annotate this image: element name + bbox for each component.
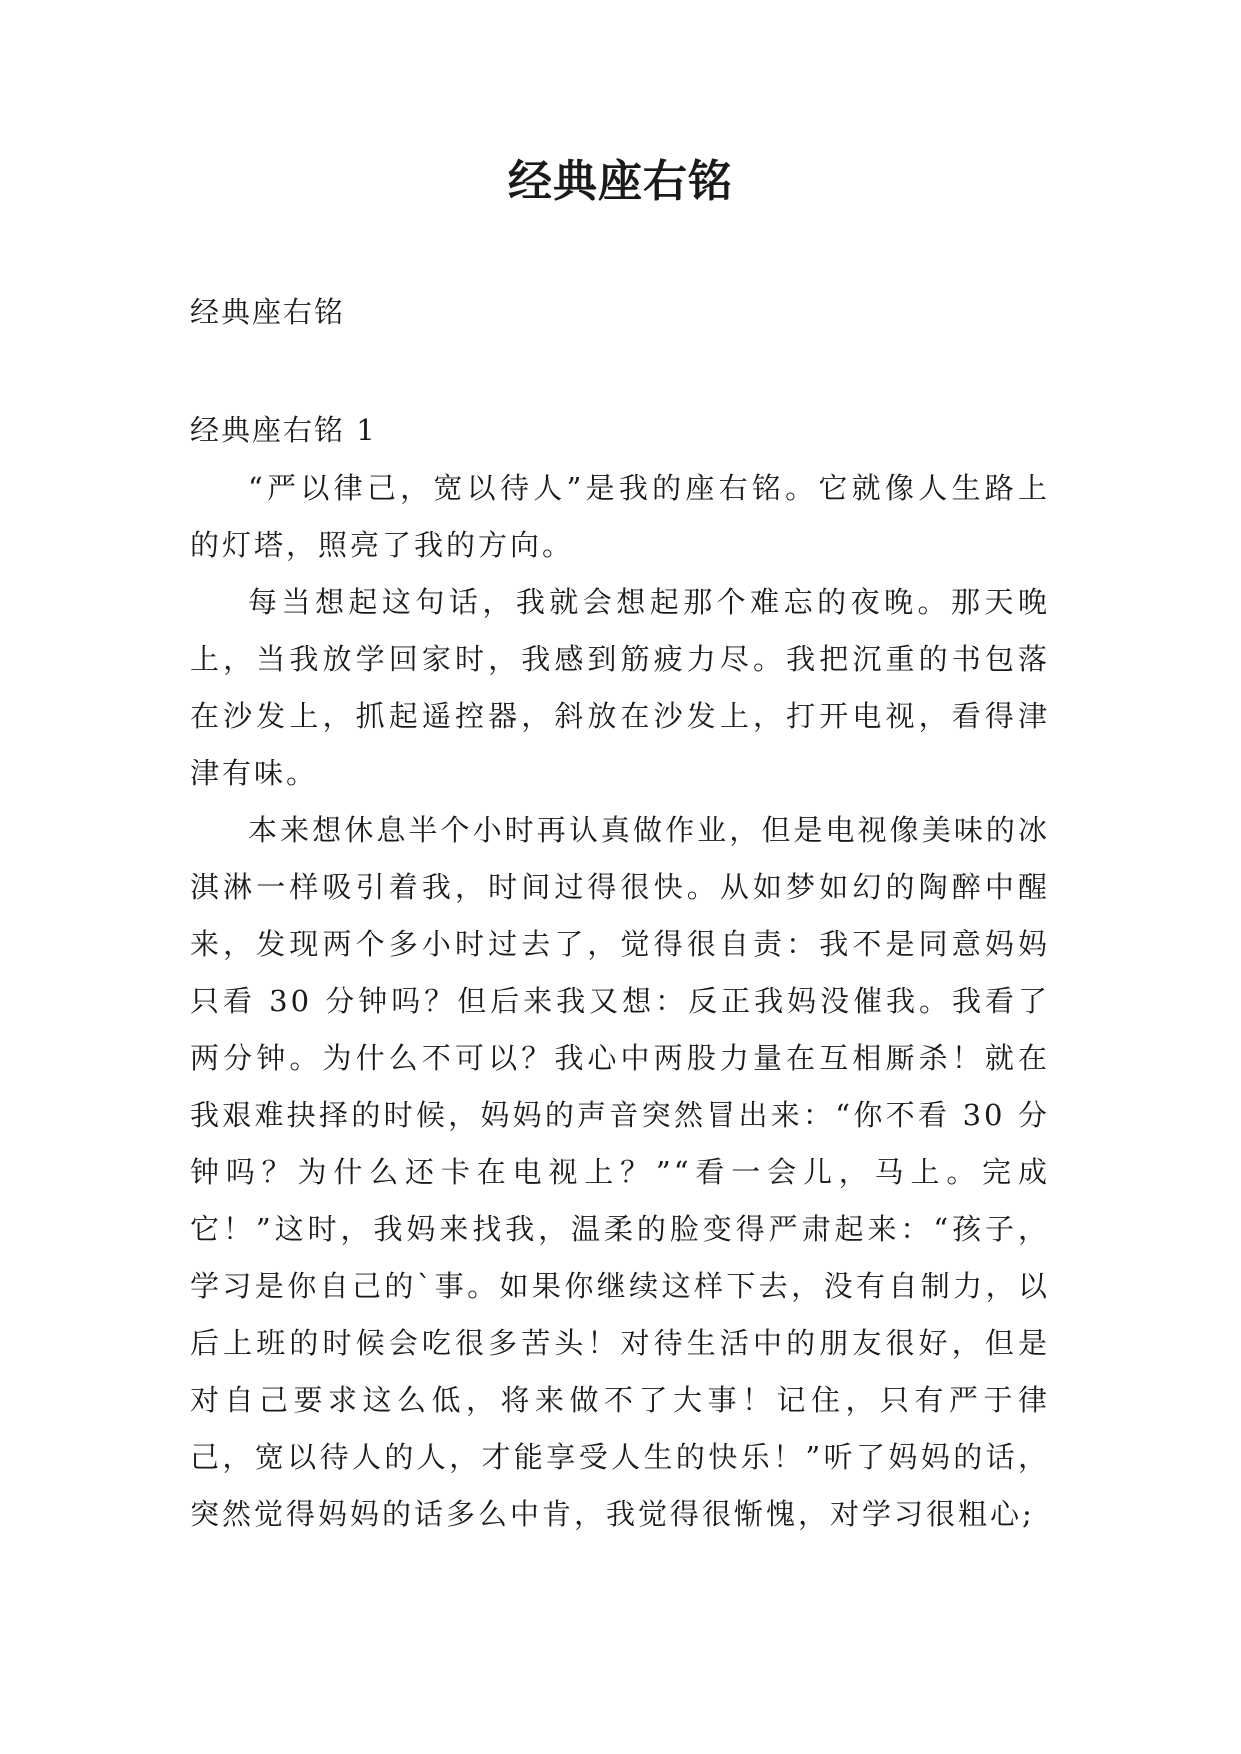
- essay-body: [190, 460, 1050, 1543]
- section-heading: 经典座右铭 1: [190, 413, 377, 447]
- paragraph: 本来想休息半个小时再认真做作业，但是电视像美味的冰淇淋一样吸引着我，时间过得很快。从如梦如幻的陶醉中醒来，发现两个多小时过去了，觉得很自责：我不是同意妈妈只看 30 分钟吗？但后来我又想：反正我妈没催我。我看了两分钟。为什么不可以？我心中两股力量在互相厮杀！就在我艰难抉择的时候，妈妈的声音突然冒出来：“你不看 30 分钟吗？为什么还卡在电视上？”“看一会儿，马上。完成它！”这时，我妈来找我，温柔的脸变得严肃起来：“孩子，学习是你自己的`事。如果你继续这样下去，没有自制力，以后上班的时候会吃很多苦头！对待生活中的朋友很好，但是对自己要求这么低，将来做不了大事！记住，只有严于律己，宽以待人的人，才能享受人生的快乐！”听了妈妈的话，突然觉得妈妈的话多么中肯，我觉得很惭愧，对学习很粗心;: [190, 813, 1050, 1531]
- paragraph: 每当想起这句话，我就会想起那个难忘的夜晚。那天晚上，当我放学回家时，我感到筋疲力尽。我把沉重的书包落在沙发上，抓起遥控器，斜放在沙发上，打开电视，看得津津有味。: [190, 585, 1050, 790]
- paragraph: “严以律己，宽以待人”是我的座右铭。它就像人生路上的灯塔，照亮了我的方向。: [190, 471, 1050, 562]
- document-subtitle: 经典座右铭: [190, 295, 346, 329]
- document-title: 经典座右铭: [508, 156, 733, 207]
